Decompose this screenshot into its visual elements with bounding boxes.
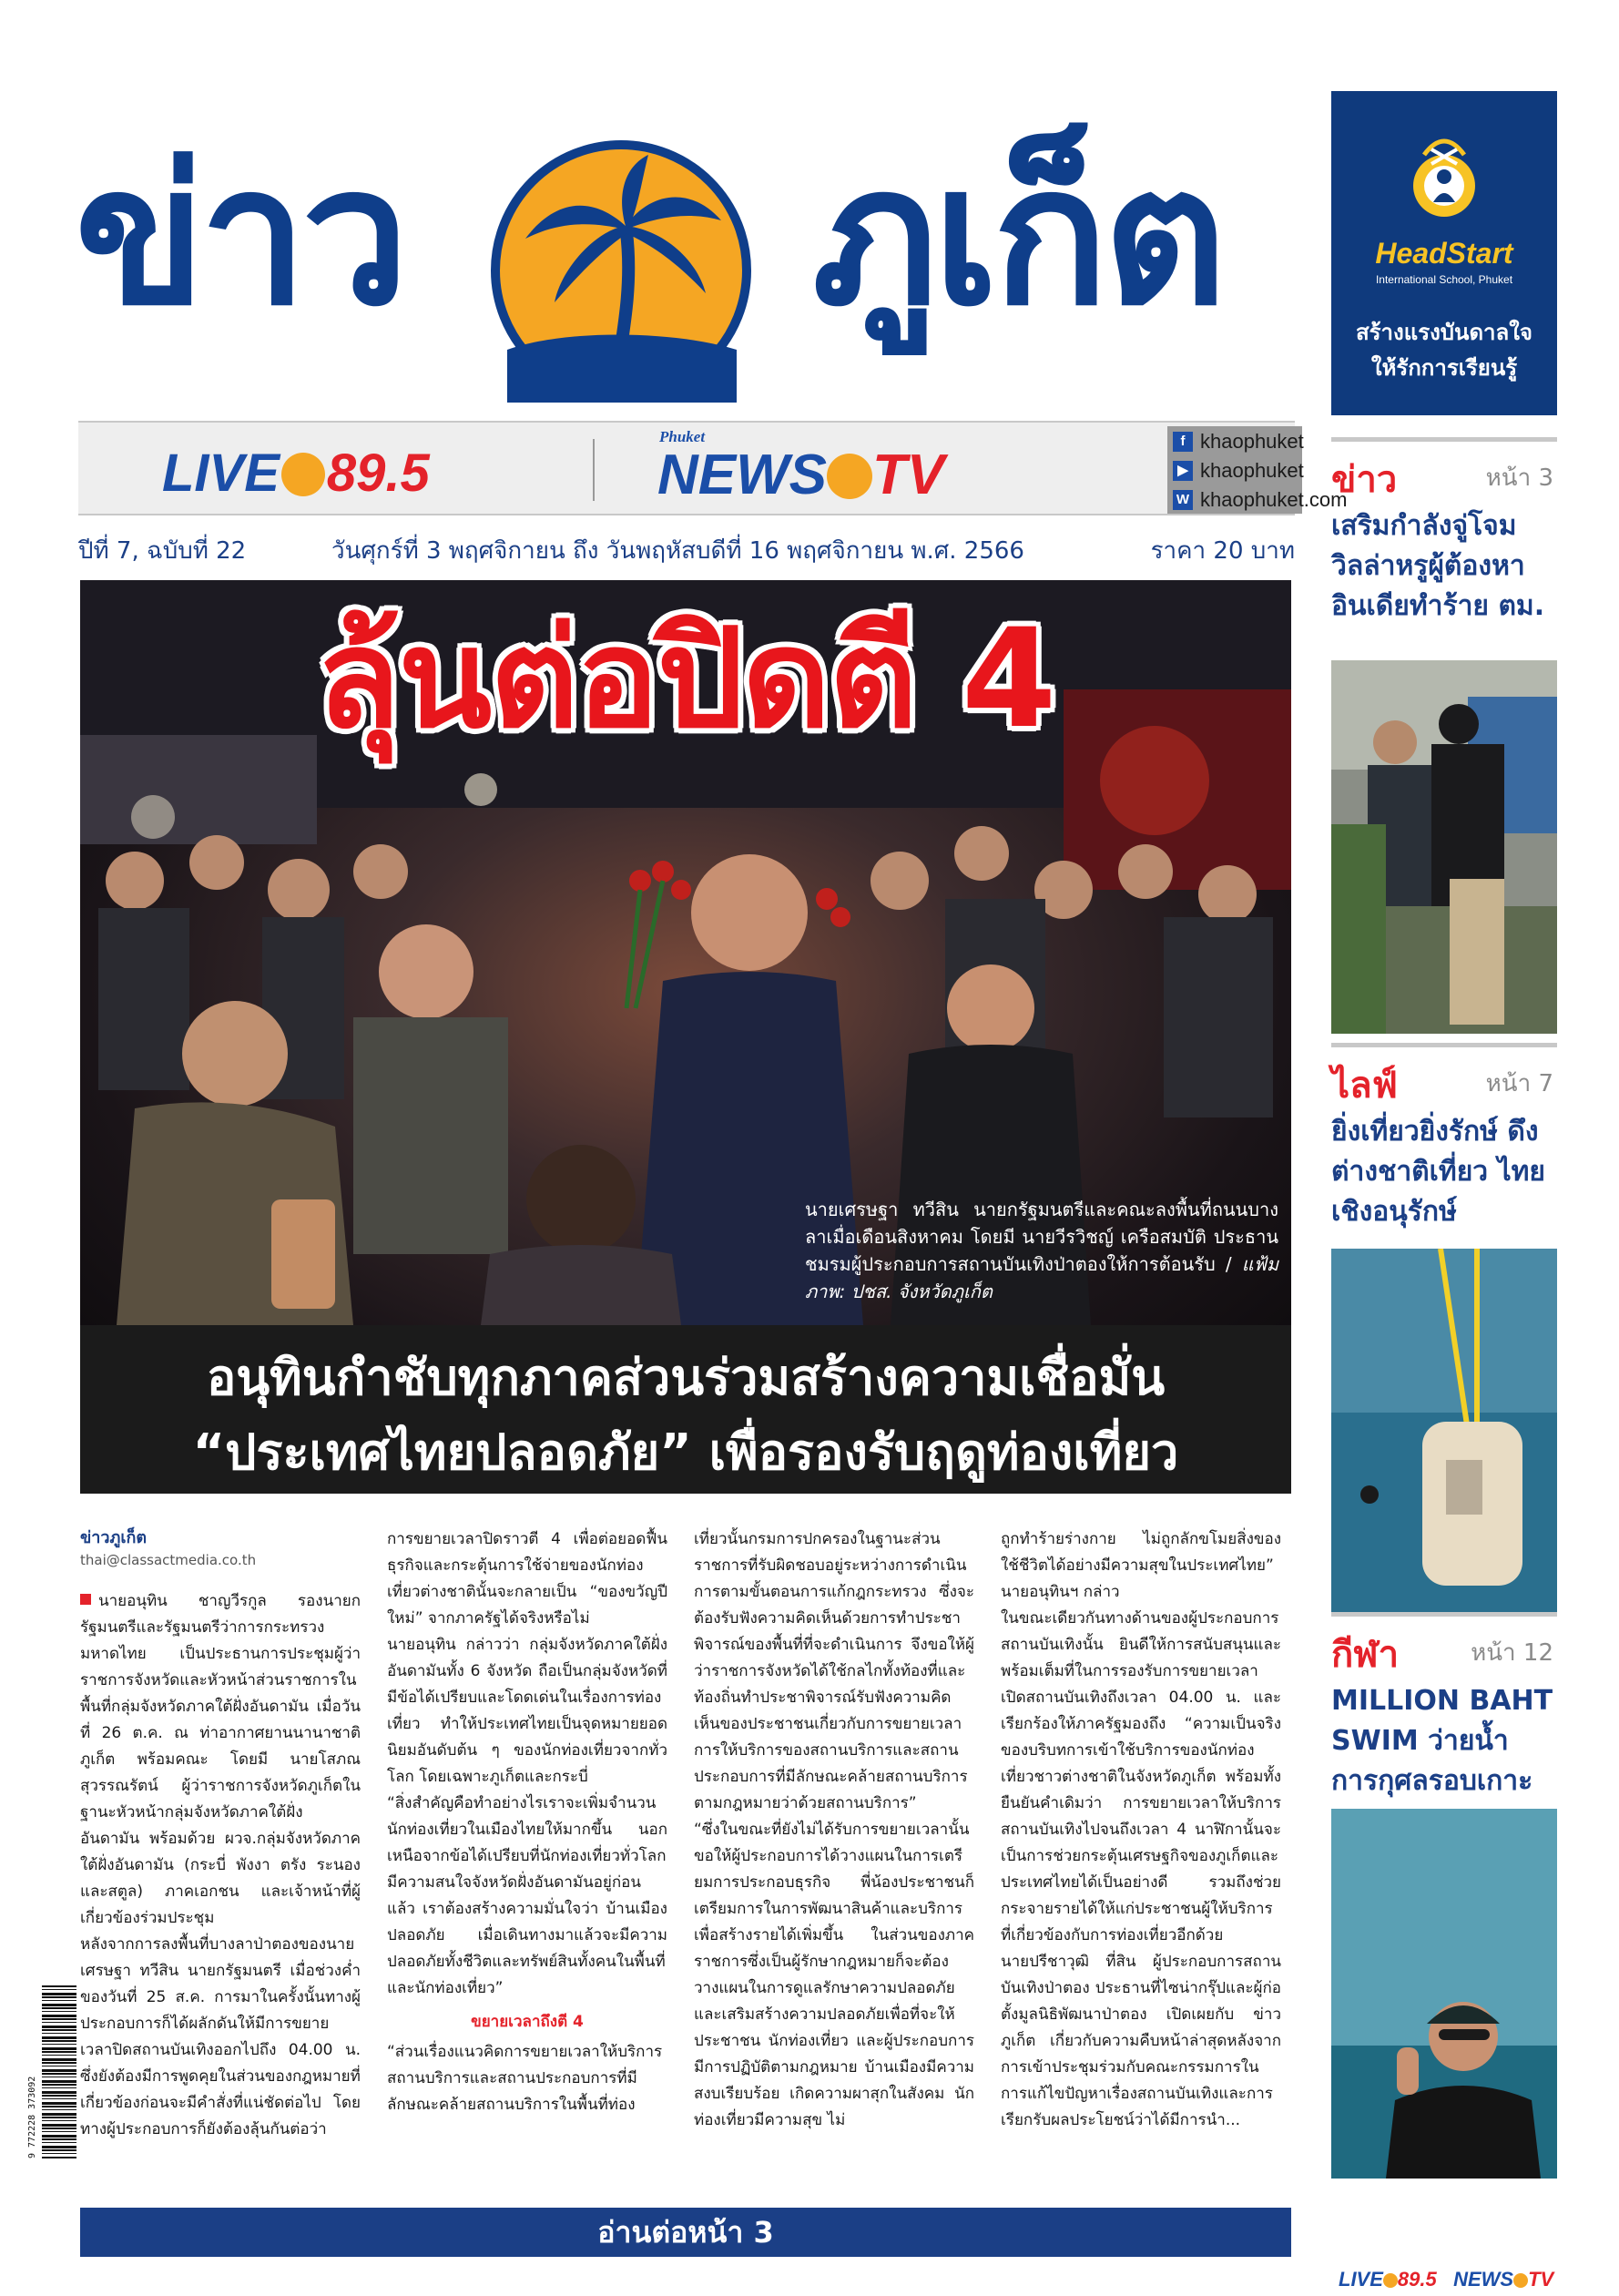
- news-logo-word: NEWS: [657, 444, 827, 506]
- hero-photo-credit: แฟ้มภาพ: ปชส. จังหวัดภูเก็ต: [805, 1253, 1278, 1302]
- byline-email[interactable]: thai@classactmedia.co.th: [80, 1552, 257, 1568]
- brand-divider: [593, 439, 595, 501]
- article-column-3: [694, 1526, 974, 2134]
- hero-photo: [80, 580, 1291, 1325]
- ad-slogan-line2: ให้รักการเรียนรู้: [1370, 355, 1518, 381]
- masthead: [75, 82, 1295, 392]
- sidebar-teaser-title: MILLION BAHT SWIM ว่ายน้ำ การกุศลรอบเกาะ: [1331, 1685, 1553, 1797]
- footer-news: NEWS: [1453, 2268, 1514, 2291]
- issue-price: ราคา 20 บาท: [1150, 537, 1295, 565]
- live-logo-frequency: 89.5: [326, 444, 430, 503]
- article-column-4: [1001, 1526, 1281, 2134]
- hero-caption: [805, 1196, 1278, 1305]
- live-radio-logo[interactable]: [162, 443, 430, 504]
- ad-subtitle: International School, Phuket: [1375, 273, 1513, 286]
- live-logo-prefix: LIVE: [162, 444, 280, 503]
- barcode-number: 9 772228 373092: [27, 2076, 37, 2158]
- live-sun-icon: [281, 453, 325, 496]
- footer-live: LIVE: [1339, 2268, 1383, 2291]
- sidebar-label: กีฬา: [1331, 1634, 1400, 1676]
- footer-tv: TV: [1528, 2268, 1554, 2291]
- sidebar-page-ref: หน้า 12: [1471, 1639, 1553, 1667]
- footer-logos: [1339, 2268, 1557, 2291]
- article-column-2: [387, 1526, 667, 2118]
- social-links: [1167, 426, 1348, 514]
- sidebar-label: ข่าว: [1331, 459, 1398, 501]
- ad-slogan-line1: สร้างแรงบันดาลใจ: [1355, 320, 1532, 345]
- news-teaser-photo: [1331, 660, 1557, 1034]
- news-logo-tv: TV: [872, 444, 945, 506]
- subheadline-line2: “ประเทศไทยปลอดภัย” เพื่อรองรับฤดูท่องเที่ยว: [192, 1424, 1179, 1481]
- sidebar-rule: [1331, 1612, 1557, 1617]
- article-paragraph: [80, 1588, 361, 1932]
- byline: ข่าวภูเก็ต: [80, 1528, 148, 1547]
- article-paragraph: การขยายเวลาปิดราวตี 4 เพื่อต่อยอดฟื้นธุรกิจและกระตุ้นการใช้จ่ายของนักท่องเที่ยวต่างชาตินั้นจะกลายเป็น “ของขวัญปีใหม่” จากภาครัฐได้จริงหรือไม่: [387, 1530, 667, 1628]
- footer-frequency: 89.5: [1397, 2268, 1437, 2291]
- website-icon: W: [1173, 490, 1193, 510]
- headstart-logo-icon: [1399, 128, 1490, 237]
- palm-sun-logo-icon: [489, 138, 753, 403]
- brand-bar: [78, 421, 1348, 515]
- article-paragraph: นายอนุทิน กล่าวว่า กลุ่มจังหวัดภาคใต้ฝั่งอันดามันทั้ง 6 จังหวัด ถือเป็นกลุ่มจังหวัดที่มีข้อได้เปรียบและโดดเด่นในเรื่องการท่องเที่ยว ทำให้ประเทศไทยเป็นจุดหมายยอดนิยมอันดับต้น ๆ ของนักท่องเที่ยวจากทั่วโลก โดยเฉพาะภูเก็ตและกระบี่: [387, 1636, 667, 1786]
- barcode-icon: [42, 1985, 76, 2158]
- continue-page-link[interactable]: อ่านต่อหน้า 3: [80, 2208, 1291, 2257]
- youtube-icon: ▶: [1173, 461, 1193, 481]
- sidebar-teaser-title: เสริมกำลังจู่โจม วิลล่าหรูผู้ต้องหา อินเดียทำร้าย ตม.: [1331, 510, 1545, 622]
- article-paragraph: นายปรีชาวุฒิ ที่สิน ผู้ประกอบการสถานบันเทิงป่าตอง ประธานที่ไซน่ากรุ๊ปและผู้ก่อตั้งมูลนิธิพัฒนาป่าตอง เปิดเผยกับ ข่าวภูเก็ต เกี่ยวกับความคืบหน้าล่าสุดหลังจากการเข้าประชุมร่วมกับคณะกรรมการในการแก้ไขปัญหาเรื่องสถานบันเทิงและการเรียกรับผลประโยชน์ว่าได้มีการนำ...: [1001, 1953, 1281, 2129]
- hero-caption-text: นายเศรษฐา ทวีสิน นายกรัฐมนตรีและคณะลงพื้นที่ถนนบางลาเมื่อเดือนสิงหาคม โดยมี นายวีรวิชญ์ เครือสมบัติ ประธานชมรมผู้ประกอบการสถานบันเทิงป่าตองให้การต้อนรับ /: [805, 1199, 1278, 1275]
- masthead-title-right: ภูเก็ต: [812, 125, 1222, 348]
- article-paragraph: “ส่วนเรื่องแนวคิดการขยายเวลาให้บริการสถานบริการและสถานประกอบการที่มีลักษณะคล้ายสถานบริการในพื้นที่ท่อง: [387, 2043, 663, 2114]
- article-paragraph: ในขณะเดียวกันทางด้านของผู้ประกอบการสถานบันเทิงนั้น ยินดีให้การสนับสนุนและพร้อมเต็มที่ในการรองรับการขยายเวลาเปิดสถานบันเทิงถึงเวลา 04.00 น. และเรียกร้องให้ภาครัฐมองถึง “ความเป็นจริงของบริบทการเข้าใช้บริการของนักท่องเที่ยวชาวต่างชาติในจังหวัดภูเก็ต พร้อมทั้งยืนยันคำเดิมว่า การขยายเวลาให้บริการสถานบันเทิงไปจนถึงเวลา 4 นาฬิกานั้นจะเป็นการช่วยกระตุ้นเศรษฐกิจของภูเก็ตและประเทศไทยได้เป็นอย่างดี รวมถึงช่วยกระจายรายได้ให้แก่ประชาชนผู้ให้บริการที่เกี่ยวข้องกับการท่องเที่ยวอีกด้วย: [1001, 1609, 1281, 1944]
- sidebar-teaser-title: ยิ่งเที่ยวยิ่งรักษ์ ดึงต่างชาติเที่ยว ไทยเชิงอนุรักษ์: [1331, 1116, 1546, 1228]
- social-youtube-text: khaophuket: [1200, 459, 1304, 482]
- issue-date: วันศุกร์ที่ 3 พฤศจิกายน ถึง วันพฤหัสบดีที่ 16 พฤศจิกายน พ.ศ. 2566: [331, 537, 1024, 565]
- masthead-title-left: ข่าว: [75, 125, 404, 348]
- article-section-heading: ขยายเวลาถึงตี 4: [471, 2013, 584, 2031]
- issue-number: ปีที่ 7, ฉบับที่ 22: [78, 537, 247, 565]
- headstart-ad[interactable]: [1331, 91, 1557, 415]
- sidebar-page-ref: หน้า 3: [1485, 464, 1553, 492]
- article-paragraph-text: นายอนุทิน ชาญวีรกูล รองนายกรัฐมนตรีและรัฐมนตรีว่าการกระทรวงมหาดไทย เป็นประธานการประชุมผู้ว่าราชการจังหวัดและหัวหน้าส่วนราชการในพื้นที่กลุ่มจังหวัดภาคใต้ฝั่งอันดามัน เมื่อวันที่ 26 ต.ค. ณ ท่าอากาศยานนานาชาติภูเก็ต พร้อมคณะ โดยมี นายโสภณ สุวรรณรัตน์ ผู้ว่าราชการจังหวัดภูเก็ตในฐานะหัวหน้ากลุ่มจังหวัดภาคใต้ฝั่งอันดามัน พร้อมด้วย ผวจ.กลุ่มจังหวัดภาคใต้ฝั่งอันดามัน (กระบี่ พังงา ตรัง ระนอง และสตูล) ภาคเอกชน และเจ้าหน้าที่ผู้เกี่ยวข้องร่วมประชุม: [80, 1592, 361, 1927]
- dateline: [78, 532, 1295, 568]
- news-tv-tag: Phuket: [659, 428, 706, 445]
- social-website-text: khaophuket.com: [1200, 488, 1348, 511]
- sidebar-label: ไลฟ์: [1331, 1065, 1398, 1107]
- article-paragraph: “สิ่งสำคัญคือทำอย่างไรเราจะเพิ่มจำนวนนักท่องเที่ยวในเมืองไทยให้มากขึ้น นอกเหนือจากข้อได้เปรียบที่นักท่องเที่ยวทั่วโลกมีความสนใจจังหวัดฝั่งอันดามันอยู่ก่อนแล้ว เราต้องสร้างความมั่นใจว่า บ้านเมืองปลอดภัย เมื่อเดินทางมาแล้วจะมีความปลอดภัยทั้งชีวิตและทรัพย์สินทั้งคนในพื้นที่และนักท่องเที่ยว”: [387, 1794, 667, 1997]
- article-paragraph: “ซึ่งในขณะที่ยังไม่ได้รับการขยายเวลานั้น ขอให้ผู้ประกอบการได้วางแผนในการเตรียมการประกอบธุรกิจ พี่น้องประชาชนก็เตรียมการในการพัฒนาสินค้าและบริการเพื่อสร้างรายได้เพิ่มขึ้น ในส่วนของภาคราชการซึ่งเป็นผู้รักษากฎหมายก็จะต้องวางแผนในการดูแลรักษาความปลอดภัยและเสริมสร้างความปลอดภัยเพื่อที่จะให้ประชาชน นักท่องเที่ยว และผู้ประกอบการมีการปฏิบัติตามกฎหมาย บ้านเมืองมีความสงบเรียบร้อย เกิดความผาสุกในสังคม นักท่องเที่ยวมีความสุข ไม่: [694, 1821, 974, 2129]
- sidebar-page-ref: หน้า 7: [1485, 1070, 1553, 1097]
- sidebar-rule: [1331, 1043, 1557, 1047]
- article-paragraph: หลังจากการลงพื้นที่บางลาป่าตองของนายเศรษฐา ทวีสิน นายกรัฐมนตรี เมื่อช่วงค่ำของวันที่ 25 ส.ค. การมาในครั้งนั้นทางผู้ประกอบการก็ได้ผลักดันให้มีการขยายเวลาปิดสถานบันเทิงออกไปถึง 04.00 น. ซึ่งยังต้องมีการพูดคุยในส่วนของกฎหมายที่เกี่ยวข้องก่อนจะมีคำสั่งที่แน่ชัดต่อไป โดยทางผู้ประกอบการก็ยังต้องลุ้นกันต่อว่า: [80, 1935, 361, 2138]
- news-sun-icon: [827, 454, 872, 499]
- sport-teaser-photo: [1331, 1809, 1557, 2179]
- lead-marker-icon: [80, 1594, 91, 1605]
- life-teaser-photo: [1331, 1249, 1557, 1613]
- article-paragraph: เที่ยวนั้นกรมการปกครองในฐานะส่วนราชการที่รับผิดชอบอยู่ระหว่างการดำเนินการตามขั้นตอนการแก้กฎกระทรวง ซึ่งจะต้องรับฟังความคิดเห็นด้วยการทำประชาพิจารณ์ของพื้นที่ที่จะดำเนินการ จึงขอให้ผู้ว่าราชการจังหวัดได้ใช้กลไกทั้งท้องที่และท้องถิ่นทำประชาพิจารณ์รับฟังความคิดเห็นของประชาชนเกี่ยวกับการขยายเวลาการให้บริการของสถานบริการและสถานประกอบการที่มีลักษณะคล้ายสถานบริการ ตามกฎหมายว่าด้วยสถานบริการ”: [694, 1530, 974, 1812]
- hero-headline: ลุ้นต่อปิดตี 4: [316, 600, 1055, 759]
- footer-news-sun-icon: [1513, 2273, 1528, 2288]
- sidebar-rule: [1331, 437, 1557, 442]
- subheadline-box: [80, 1325, 1291, 1494]
- article-paragraph: ถูกทำร้ายร่างกาย ไม่ถูกลักขโมยสิ่งของ ใช้ชีวิตได้อย่างมีความสุขในประเทศไทย” นายอนุทินฯ กล่าว: [1001, 1530, 1281, 1601]
- article-column-1: [80, 1526, 361, 2143]
- ad-brand: HeadStart: [1375, 237, 1513, 270]
- footer-live-sun-icon: [1383, 2273, 1398, 2288]
- facebook-icon: f: [1173, 432, 1193, 452]
- social-facebook-text: khaophuket: [1200, 430, 1304, 453]
- subheadline-line1: อนุทินกำชับทุกภาคส่วนร่วมสร้างความเชื่อมั่น: [206, 1349, 1166, 1406]
- news-tv-logo[interactable]: [657, 443, 944, 507]
